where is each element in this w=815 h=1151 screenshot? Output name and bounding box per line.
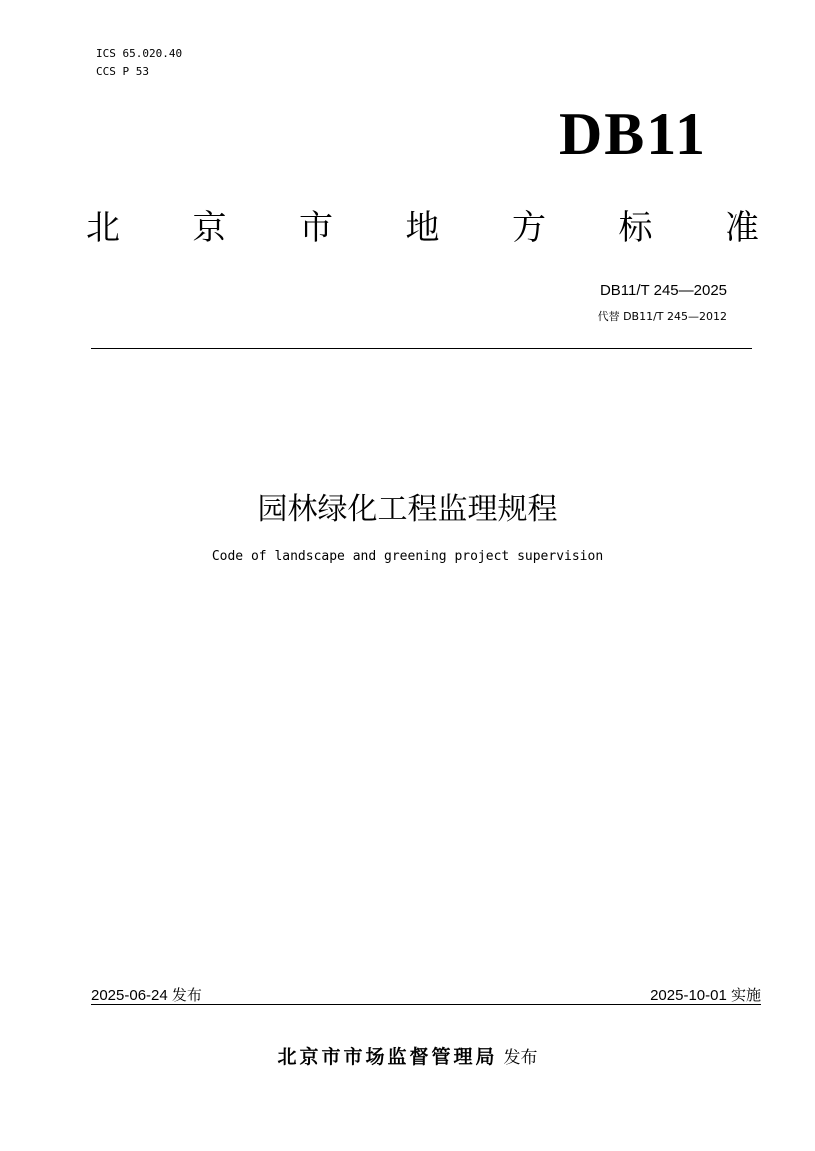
publish-date: 2025-06-24 发布 [91, 987, 202, 1004]
ccs-code: CCS P 53 [96, 65, 149, 78]
standard-type-char: 京 [192, 208, 227, 248]
standard-code: DB11/T 245—2025 [599, 282, 727, 299]
replaced-standard: 代替 DB11/T 245—2012 [597, 310, 727, 323]
implementation-date: 2025-10-01 实施 [650, 987, 761, 1004]
issuer [0, 1042, 815, 1069]
issuer-name: 北京市市场监督管理局 [277, 1046, 498, 1068]
standard-type-char: 准 [725, 208, 759, 248]
footer-divider [91, 1004, 761, 1005]
header-divider [91, 348, 752, 349]
standard-type-char: 北 [86, 208, 120, 248]
standard-type-char: 市 [299, 208, 333, 248]
standard-type-char: 地 [405, 208, 440, 248]
document-title-english: Code of landscape and greening project supervision [211, 549, 604, 564]
standard-type-char: 标 [618, 208, 653, 248]
ics-code: ICS 65.020.40 [96, 47, 183, 60]
standard-type-heading [86, 208, 759, 248]
standard-type-char: 方 [512, 208, 546, 248]
db11-logo: DB11 [558, 101, 707, 167]
classification-codes [96, 45, 182, 81]
issuer-action: 发布 [503, 1048, 538, 1068]
document-title: 园林绿化工程监理规程 [257, 492, 558, 527]
